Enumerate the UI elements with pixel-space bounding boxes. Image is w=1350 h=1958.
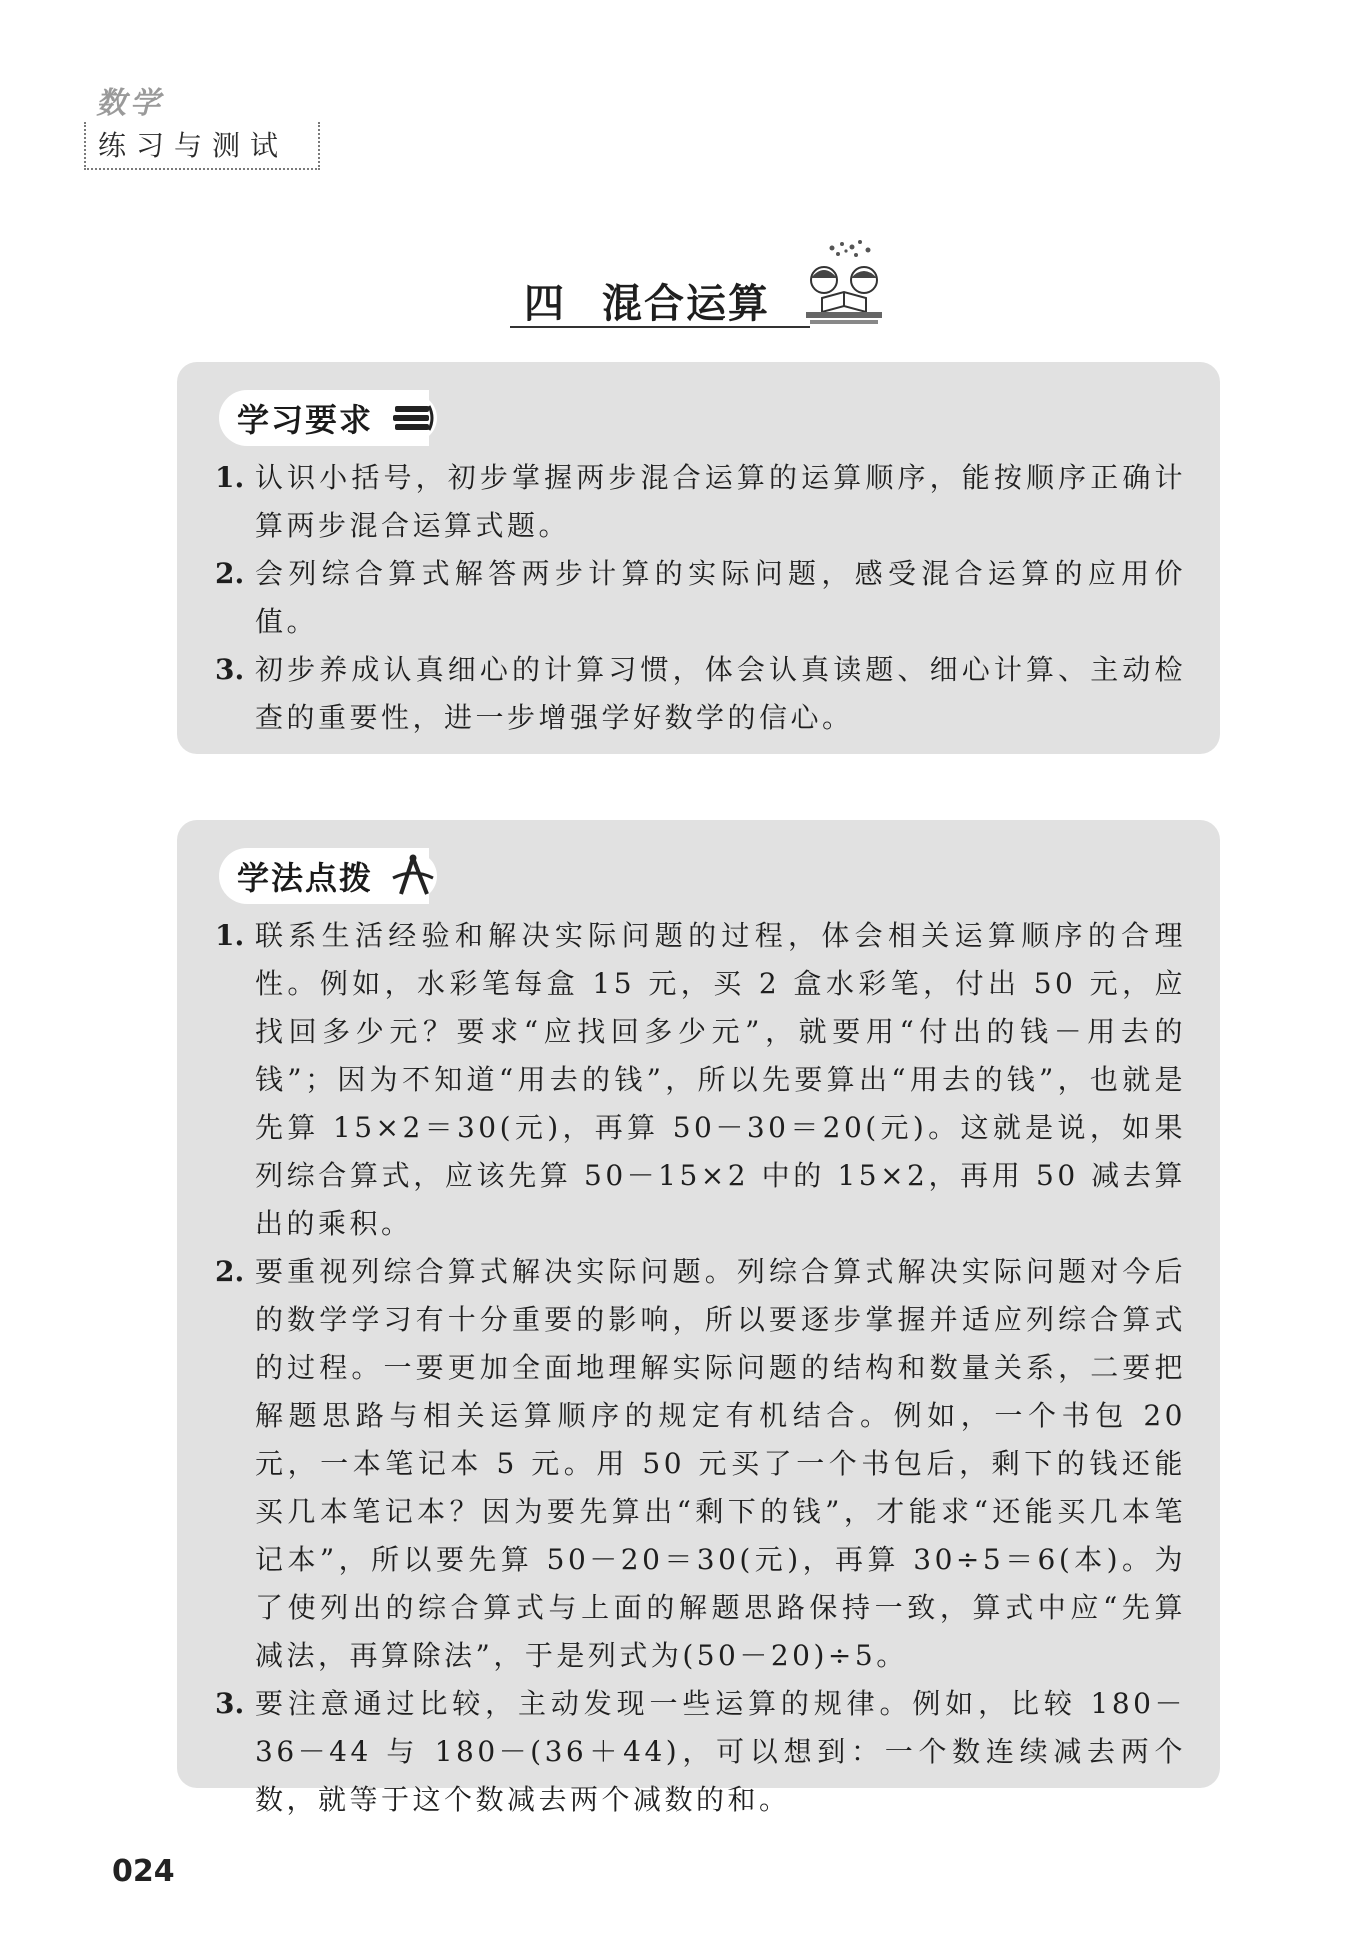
list-item: 3. 初步养成认真细心的计算习惯，体会认真读题、细心计算、主动检查的重要性，进一步增强学好数学的信心。 [215, 653, 1186, 734]
requirements-panel [177, 362, 1220, 754]
children-reading-icon [798, 238, 890, 330]
list-item: 2. 会列综合算式解答两步计算的实际问题，感受混合运算的应用价值。 [215, 557, 1186, 638]
page-number: 024 [112, 1854, 175, 1889]
methods-label-tag [219, 848, 429, 904]
chapter-number: 四 [524, 280, 566, 327]
series-brand [84, 78, 338, 170]
requirements-label-tag [219, 390, 429, 446]
methods-list [215, 912, 1186, 1824]
book-stack-icon [387, 392, 439, 444]
compass-icon [387, 850, 439, 902]
brand-series: 练习与测试 [84, 122, 320, 170]
chapter-heading [510, 268, 890, 332]
chapter-name: 混合运算 [602, 280, 770, 327]
list-item: 2. 要重视列综合算式解决实际问题。列综合算式解决实际问题对今后的数学学习有十分重要的影响，所以要逐步掌握并适应列综合算式的过程。一要更加全面地理解实际问题的结构和数量关系，二要把解题思路与相关运算顺序的规定有机结合。例如，一个书包 20 元，一本笔记本 5 元。用 50 元买了一个书包后，剩下的钱还能买几本笔记本？因为要先算出“剩下的钱”，才能求“还能买几本笔记本”，所以要先算 50－20＝30(元)，再算 30÷5＝6(本)。为了使列出的综合算式与上面的解题思路保持一致，算式中应“先算减法，再算除法”，于是列式为(50－20)÷5。 [215, 1255, 1186, 1672]
chapter-underline [510, 326, 810, 328]
list-item: 1. 认识小括号，初步掌握两步混合运算的运算顺序，能按顺序正确计算两步混合运算式题。 [215, 461, 1186, 542]
requirements-list [215, 454, 1186, 742]
methods-panel [177, 820, 1220, 1816]
requirements-label: 学习要求 [237, 401, 374, 439]
list-item: 3. 要注意通过比较，主动发现一些运算的规律。例如，比较 180－36－44 与 180－(36＋44)，可以想到：一个数连续减去两个数，就等于这个数减去两个减数的和。 [215, 1687, 1186, 1816]
chapter-title [524, 272, 770, 329]
brand-subject: 数学 [96, 86, 164, 121]
methods-label: 学法点拨 [237, 859, 374, 897]
list-item: 1. 联系生活经验和解决实际问题的过程，体会相关运算顺序的合理性。例如，水彩笔每盒 15 元，买 2 盒水彩笔，付出 50 元，应找回多少元？要求“应找回多少元”，就要用“付出的钱－用去的钱”；因为不知道“用去的钱”，所以先要算出“用去的钱”，也就是先算 15×2＝30(元)，再算 50－30＝20(元)。这就是说，如果列综合算式，应该先算 50－15×2 中的 15×2，再用 50 减去算出的乘积。 [215, 919, 1186, 1240]
